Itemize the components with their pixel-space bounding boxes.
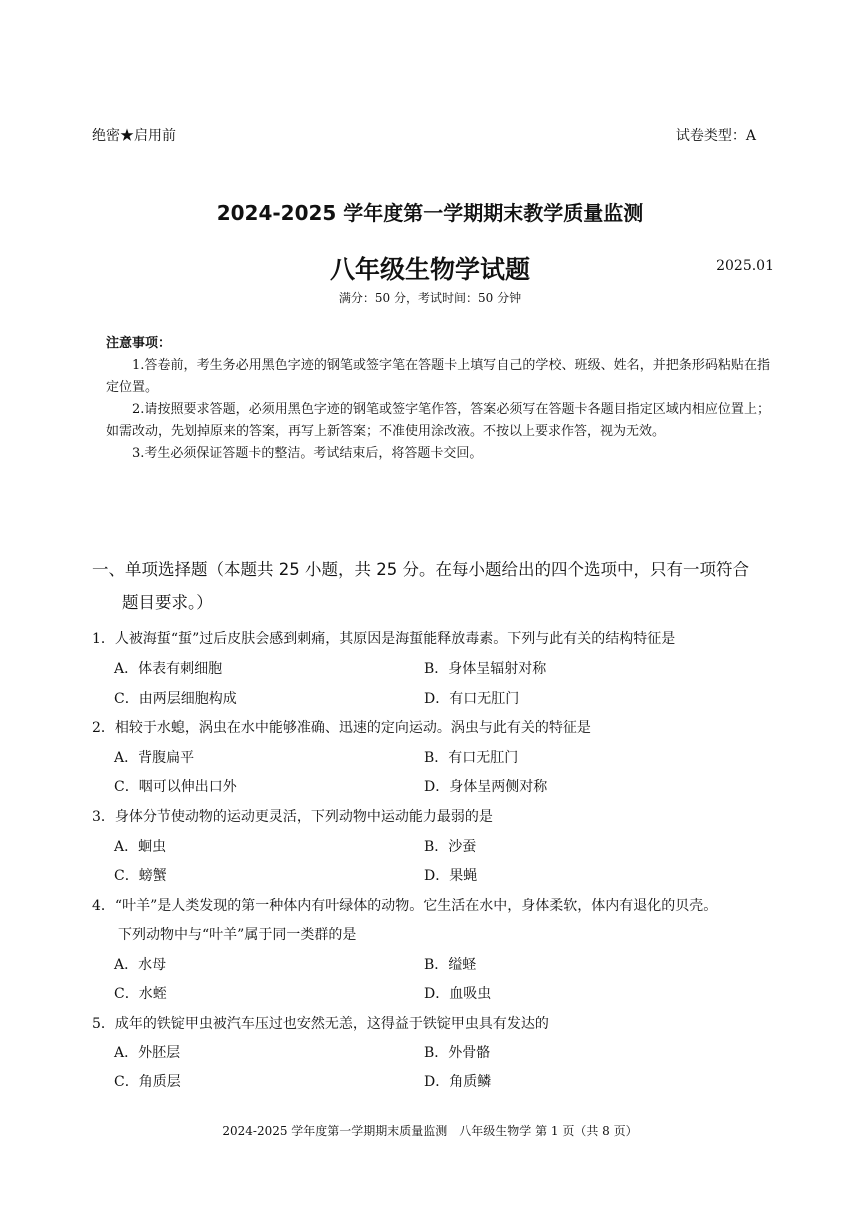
option-c: C．咽可以伸出口外 [114,779,237,795]
confidential-label: 绝密★启用前 [92,128,176,144]
question-stem: 3．身体分节使动物的运动更灵活，下列动物中运动能力最弱的是 [92,809,493,825]
exam-title: 2024-2025 学年度第一学期期末教学质量监测 [216,201,644,225]
option-d: D．血吸虫 [424,986,492,1002]
question-stem: 4．“叶羊”是人类发现的第一种体内有叶绿体的动物。它生活在水中，身体柔软，体内有退化的贝壳。 [92,898,718,914]
option-b: B．身体呈辐射对称 [424,661,547,677]
option-a: A．背腹扁平 [114,750,195,766]
section-heading-line: 题目要求。） [122,593,213,612]
section-heading [92,553,782,619]
notice-item: 2.请按照要求答题，必须用黑色字迹的钢笔或签字笔作答，答案必须写在答题卡各题目指定区域内相应位置上；如需改动，先划掉原来的答案，再写上新答案；不准使用涂改液。不按以上要求作答，视为无效。 [106,402,770,439]
notice-heading: 注意事项： [106,336,172,351]
notice-item: 1.答卷前，考生务必用黑色字迹的钢笔或签字笔在答题卡上填写自己的学校、班级、姓名，并把条形码粘贴在指定位置。 [106,358,770,395]
exam-subtitle: 八年级生物学试题 [329,255,530,284]
paper-type-label: 试卷类型：A [675,128,756,144]
notice-item: 3.考生必须保证答题卡的整洁。考试结束后，将答题卡交回。 [132,446,483,461]
option-d: D．身体呈两侧对称 [424,779,548,795]
option-a: A．水母 [114,957,167,973]
page-footer: 2024-2025 学年度第一学期期末质量监测 八年级生物学 第 1 页（共 8 页） [222,1124,638,1138]
option-d: D．有口无肛门 [424,691,520,707]
question-stem: 1．人被海蜇“蜇”过后皮肤会感到刺痛，其原因是海蜇能释放毒素。下列与此有关的结构特征是 [92,631,676,647]
section-heading-line: 一、单项选择题（本题共 25 小题，共 25 分。在每小题给出的四个选项中，只有一项符合 [92,560,749,579]
notice-block [106,333,770,465]
question-stem: 2．相较于水螅，涡虫在水中能够准确、迅速的定向运动。涡虫与此有关的特征是 [92,720,591,736]
score-time-info: 满分：50 分，考试时间：50 分钟 [338,291,522,305]
question-stem-continued: 下列动物中与“叶羊”属于同一类群的是 [118,927,357,943]
exam-date: 2025.01 [716,258,774,274]
option-a: A．外胚层 [114,1045,181,1061]
option-b: B．缢蛏 [424,957,477,973]
option-d: D．角质鳞 [424,1074,492,1090]
question-stem: 5．成年的铁锭甲虫被汽车压过也安然无恙，这得益于铁锭甲虫具有发达的 [92,1016,549,1032]
option-c: C．水蛭 [114,986,167,1002]
option-b: B．外骨骼 [424,1045,491,1061]
option-c: C．由两层细胞构成 [114,691,237,707]
option-a: A．体表有刺细胞 [114,661,223,677]
option-b: B．有口无肛门 [424,750,519,766]
option-c: C．角质层 [114,1074,181,1090]
option-d: D．果蝇 [424,868,478,884]
option-a: A．蛔虫 [114,839,167,855]
option-c: C．螃蟹 [114,868,167,884]
option-b: B．沙蚕 [424,839,477,855]
